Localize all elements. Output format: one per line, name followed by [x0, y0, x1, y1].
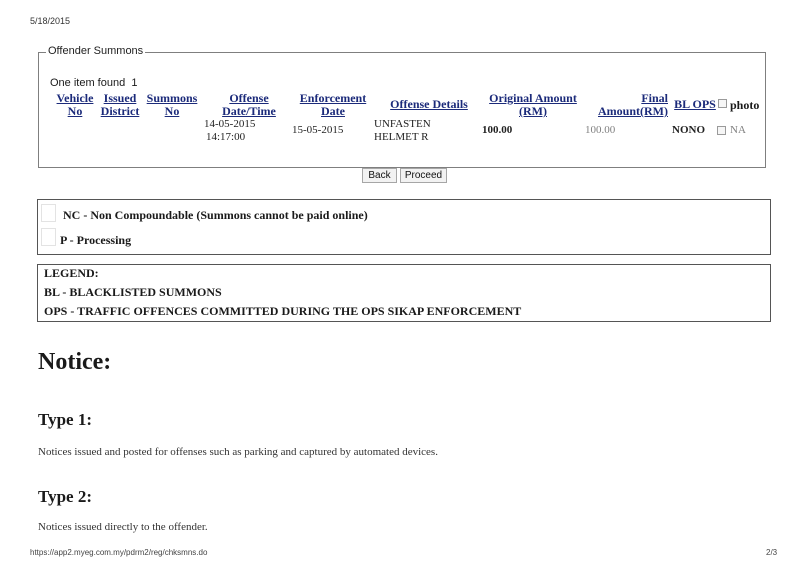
type2-text: Notices issued directly to the offender.	[38, 521, 208, 533]
nc-color-swatch	[41, 204, 56, 222]
type1-heading: Type 1:	[38, 410, 92, 429]
original-amount-cell: 100.00	[482, 124, 513, 136]
proceed-button[interactable]: Proceed	[400, 168, 447, 183]
header-original-amount[interactable]: Original Amount (RM)	[489, 91, 577, 118]
header-final-amount[interactable]: Final Amount(RM)	[598, 91, 668, 118]
p-color-swatch	[41, 228, 56, 246]
header-offense-details[interactable]: Offense Details	[390, 97, 468, 111]
type1-text: Notices issued and posted for offenses such as parking and captured by automated devices.	[38, 446, 438, 458]
enforcement-date-cell: 15-05-2015	[292, 124, 344, 136]
bl-ops-checkbox[interactable]	[718, 99, 727, 108]
notice-heading: Notice:	[38, 349, 112, 375]
offense-details-cell: UNFASTEN HELMET R	[374, 118, 431, 143]
footer-page-number: 2/3	[766, 548, 778, 557]
header-photo: photo	[730, 98, 760, 112]
photo-cell: NA	[730, 124, 746, 136]
final-amount-cell: 100.00	[585, 124, 616, 136]
nc-legend-text: NC - Non Compoundable (Summons cannot be paid online)	[63, 208, 368, 222]
header-summons-no[interactable]: Summons No	[146, 91, 198, 118]
header-enforcement-date[interactable]: Enforcement Date	[299, 91, 367, 118]
header-vehicle-no[interactable]: Vehicle No	[56, 91, 94, 118]
footer-url: https://app2.myeg.com.my/pdrm2/reg/chksmns.do	[30, 548, 208, 557]
p-legend-text: P - Processing	[60, 233, 132, 247]
header-bl-ops[interactable]: BL OPS	[674, 97, 716, 111]
legend-ops: OPS - TRAFFIC OFFENCES COMMITTED DURING THE OPS SIKAP ENFORCEMENT	[44, 304, 522, 318]
items-found-label: One item found 1	[50, 77, 138, 89]
type2-heading: Type 2:	[38, 487, 92, 506]
header-issued-district[interactable]: Issued District	[100, 91, 140, 118]
header-offense-datetime[interactable]: Offense Date/Time	[222, 91, 276, 118]
legend-title: LEGEND:	[44, 266, 99, 280]
print-date: 5/18/2015	[30, 16, 71, 26]
legend-bl: BL - BLACKLISTED SUMMONS	[44, 285, 222, 299]
photo-checkbox[interactable]	[717, 126, 726, 135]
back-button[interactable]: Back	[362, 168, 397, 183]
bl-ops-cell: NONO	[672, 124, 705, 136]
offense-date-cell: 14-05-2015 14:17:00	[204, 118, 256, 143]
items-found-count: 1	[131, 77, 138, 89]
summons-panel-title: Offender Summons	[48, 45, 144, 57]
